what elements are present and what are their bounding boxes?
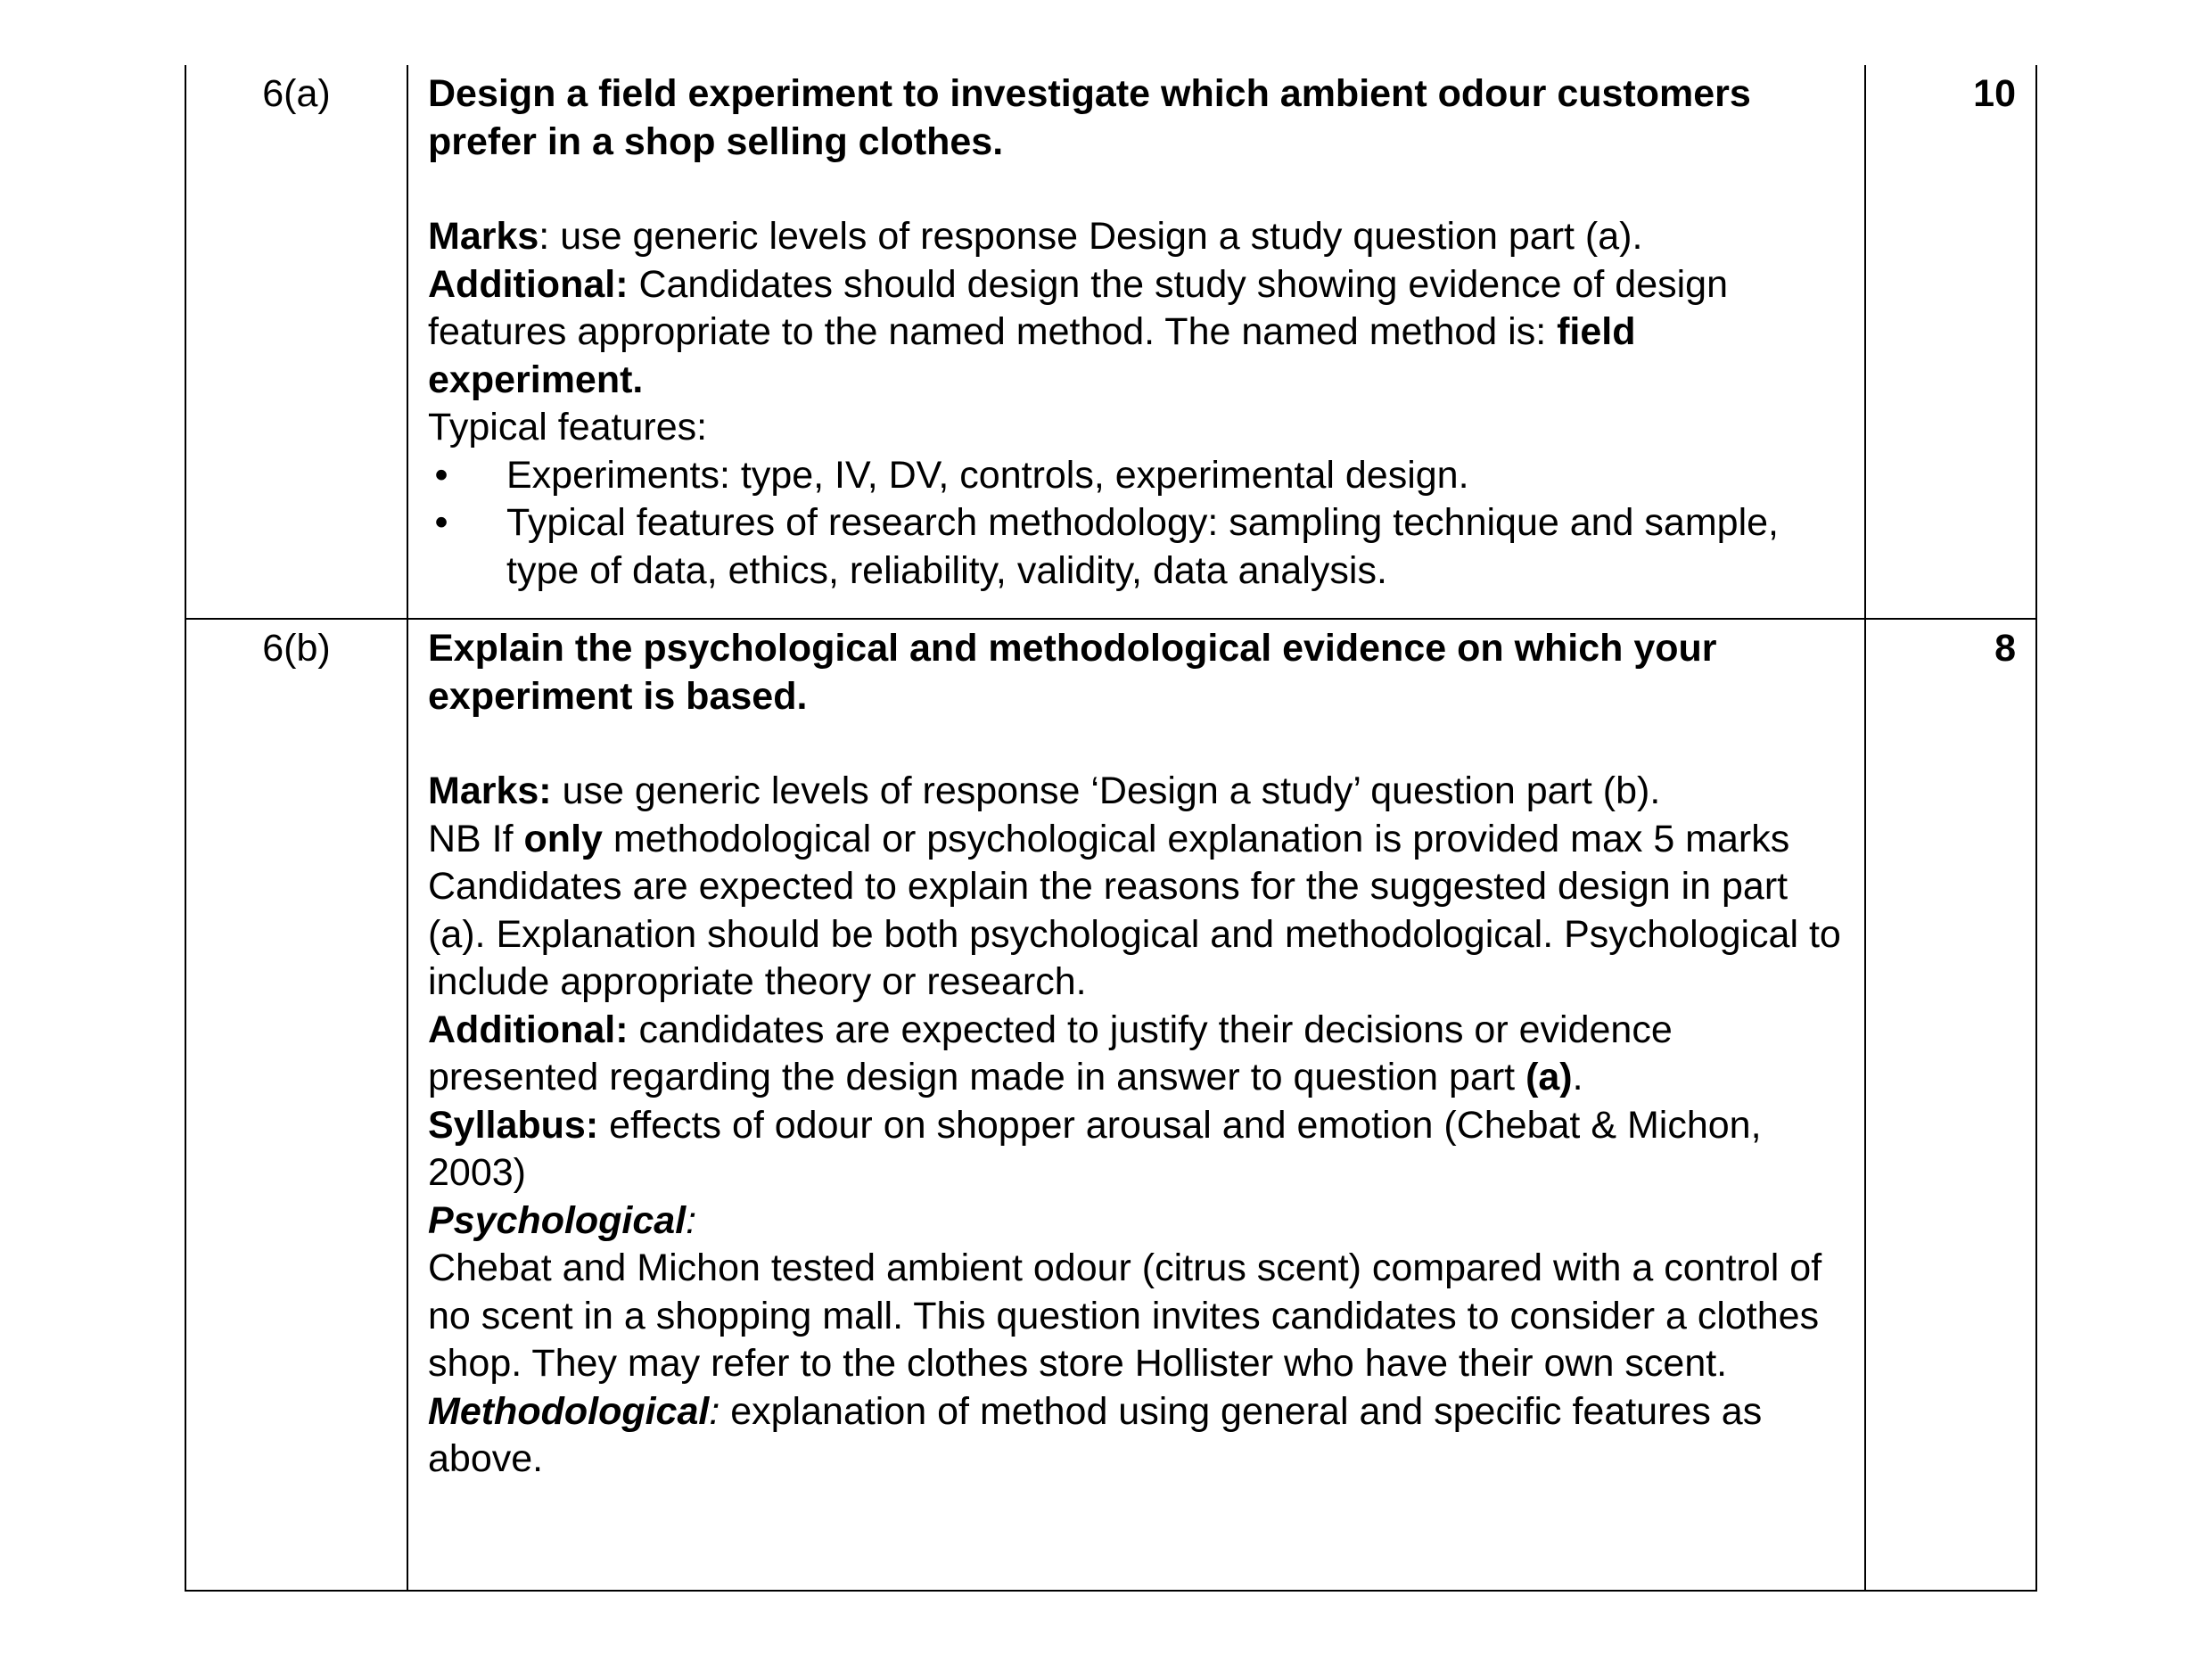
list-item: • Typical features of research methodology: sampling technique and sample, type of data, ethics, reliability, validity, data analysis. [428, 499, 1846, 595]
bullet-icon: • [434, 501, 448, 544]
question-prompt: Design a field experiment to investigate which ambient odour customers prefer in a shop selling clothes. [428, 72, 1751, 163]
marks-guidance: Marks: use generic levels of response Design a study question part (a). [428, 215, 1643, 258]
table-row-6b [185, 619, 2036, 1591]
question-number: 6(b) [185, 619, 407, 1591]
additional-guidance: Additional: candidates are expected to justify their decisions or evidence presented regarding the design made in answer to question part (a). [428, 1008, 1673, 1098]
additional-guidance: Additional: Candidates should design the study showing evidence of design features appropriate to the named method. The named method is: field experiment. [428, 262, 1729, 401]
marks-value: 10 [1865, 65, 2036, 619]
question-number: 6(a) [185, 65, 407, 619]
expectation-text: Candidates are expected to explain the reasons for the suggested design in part (a). Explanation should be both psychological and methodological. Psychological to include appropriate theory or research. [428, 865, 1841, 1003]
psychological-heading: Psychological: [428, 1198, 697, 1242]
syllabus-note: Syllabus: effects of odour on shopper arousal and emotion (Chebat & Michon, 2003) [428, 1103, 1762, 1194]
methodological-text: Methodological: explanation of method using general and specific features as above. [428, 1389, 1763, 1480]
bullet-icon: • [434, 453, 448, 497]
question-prompt: Explain the psychological and methodological evidence on which your experiment is based. [428, 627, 1717, 718]
marks-guidance: Marks: use generic levels of response ‘Design a study’ question part (b). [428, 769, 1661, 812]
marks-value: 8 [1865, 619, 2036, 1591]
list-item: • Experiments: type, IV, DV, controls, experimental design. [428, 452, 1846, 500]
answer-cell [407, 619, 1865, 1591]
answer-cell [407, 65, 1865, 619]
table-row-6a [185, 65, 2036, 619]
typical-features-heading: Typical features: [428, 406, 708, 448]
psychological-text: Chebat and Michon tested ambient odour (citrus scent) compared with a control of no scent in a shopping mall. This question invites candidates to consider a clothes shop. They may refer to the clothes store Hollister who have their own scent. [428, 1246, 1822, 1385]
features-list [428, 452, 1846, 596]
nb-note: NB If only methodological or psychological explanation is provided max 5 marks [428, 817, 1790, 860]
mark-scheme-table [185, 65, 2037, 1592]
